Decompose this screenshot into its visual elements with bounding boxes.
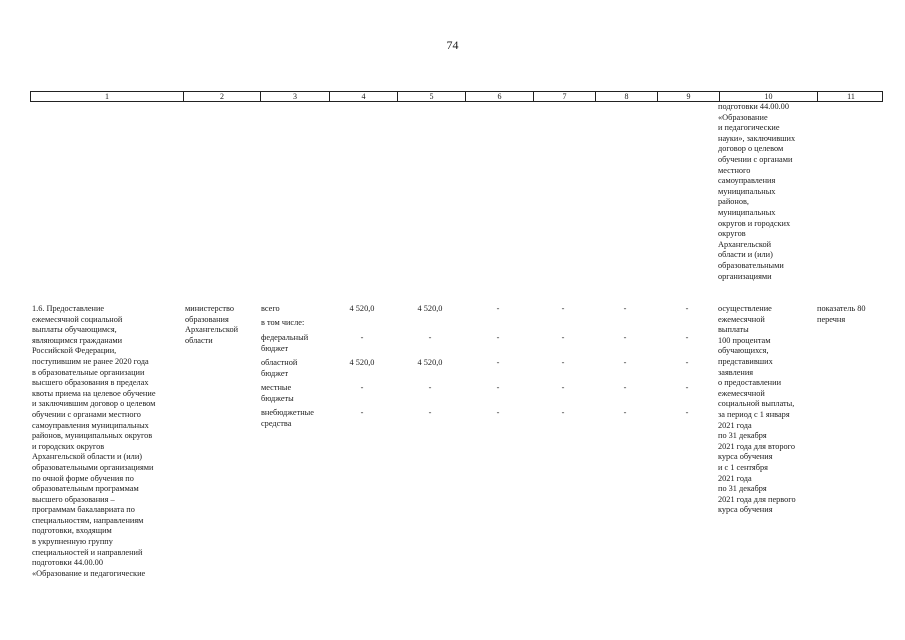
value-local-col5: - xyxy=(428,383,432,392)
source-including-label: в том числе: xyxy=(261,318,305,327)
indicator-reference: показатель 80 перечня xyxy=(817,304,866,324)
value-federal-col6: - xyxy=(496,333,500,342)
column-number-8: 8 xyxy=(595,92,657,101)
value-local-col7: - xyxy=(561,383,565,392)
value-regional-col4: 4 520,0 xyxy=(349,358,375,367)
value-extra-col5: - xyxy=(428,408,432,417)
value-total-col5: 4 520,0 xyxy=(417,304,443,313)
value-total-col6: - xyxy=(496,304,500,313)
value-regional-col9: - xyxy=(685,358,689,367)
value-regional-col7: - xyxy=(561,358,565,367)
value-local-col8: - xyxy=(623,383,627,392)
column-number-11: 11 xyxy=(817,92,884,101)
value-regional-col6: - xyxy=(496,358,500,367)
value-extra-col8: - xyxy=(623,408,627,417)
value-regional-col8: - xyxy=(623,358,627,367)
column-number-6: 6 xyxy=(465,92,533,101)
expected-result: осуществление ежемесячной выплаты 100 процентам обучающихся, представивших заявления о предоставлении ежемесячной социальной выплаты, за период с 1 января 2021 года по 31 декабря 2021 года для второго курса обучения и с 1 сентября 2021 года по 31 декабря 2021 года для первого курса обучения xyxy=(718,304,796,515)
column-number-7: 7 xyxy=(533,92,595,101)
continuation-result-text: подготовки 44.00.00 «Образование и педагогические науки», заключивших договор о целевом обучении с органами местного самоуправления муниципальных районов, муниципальных округов и городских округов Архангельской области и (или) образовательными организациями xyxy=(718,102,796,281)
column-number-1: 1 xyxy=(105,92,109,101)
column-number-header xyxy=(30,91,883,102)
value-local-col6: - xyxy=(496,383,500,392)
value-extra-col7: - xyxy=(561,408,565,417)
column-number-2: 2 xyxy=(183,92,260,101)
column-number-4: 4 xyxy=(329,92,397,101)
value-extra-col4: - xyxy=(360,408,364,417)
value-local-col4: - xyxy=(360,383,364,392)
column-number-5: 5 xyxy=(397,92,465,101)
source-local-label: местные бюджеты xyxy=(261,383,294,403)
value-total-col8: - xyxy=(623,304,627,313)
value-regional-col5: 4 520,0 xyxy=(417,358,443,367)
value-federal-col9: - xyxy=(685,333,689,342)
column-number-3: 3 xyxy=(260,92,329,101)
source-total-label: всего xyxy=(261,304,280,313)
value-total-col4: 4 520,0 xyxy=(349,304,375,313)
page-number: 74 xyxy=(446,38,459,52)
value-federal-col8: - xyxy=(623,333,627,342)
measure-description: 1.6. Предоставление ежемесячной социальной выплаты обучающимся, являющимся гражданами Российской Федерации, поступившим не ранее 2020 года в образовательные организации высшего образования в пределах квоты приема на целевое обучение и заключившим договор о целевом обучении с органами местного самоуправления муниципальных районов, муниципальных округов и городских округов Архангельской области и (или) образовательными организациями по очной форме обучения по образовательным программам высшего образования – программам бакалавриата по специальностям, направлениям подготовки, входящим в укрупненную группу специальностей и направлений подготовки 44.00.00 «Образование и педагогические xyxy=(32,304,156,578)
value-extra-col6: - xyxy=(496,408,500,417)
executor: министерство образования Архангельской области xyxy=(185,304,239,345)
value-federal-col5: - xyxy=(428,333,432,342)
value-total-col9: - xyxy=(685,304,689,313)
source-extra-label: внебюджетные средства xyxy=(261,408,314,428)
value-federal-col4: - xyxy=(360,333,364,342)
value-extra-col9: - xyxy=(685,408,689,417)
source-regional-label: областной бюджет xyxy=(261,358,298,378)
column-number-10: 10 xyxy=(719,92,817,101)
column-number-9: 9 xyxy=(657,92,719,101)
value-federal-col7: - xyxy=(561,333,565,342)
value-total-col7: - xyxy=(561,304,565,313)
value-local-col9: - xyxy=(685,383,689,392)
source-federal-label: федеральный бюджет xyxy=(261,333,309,353)
